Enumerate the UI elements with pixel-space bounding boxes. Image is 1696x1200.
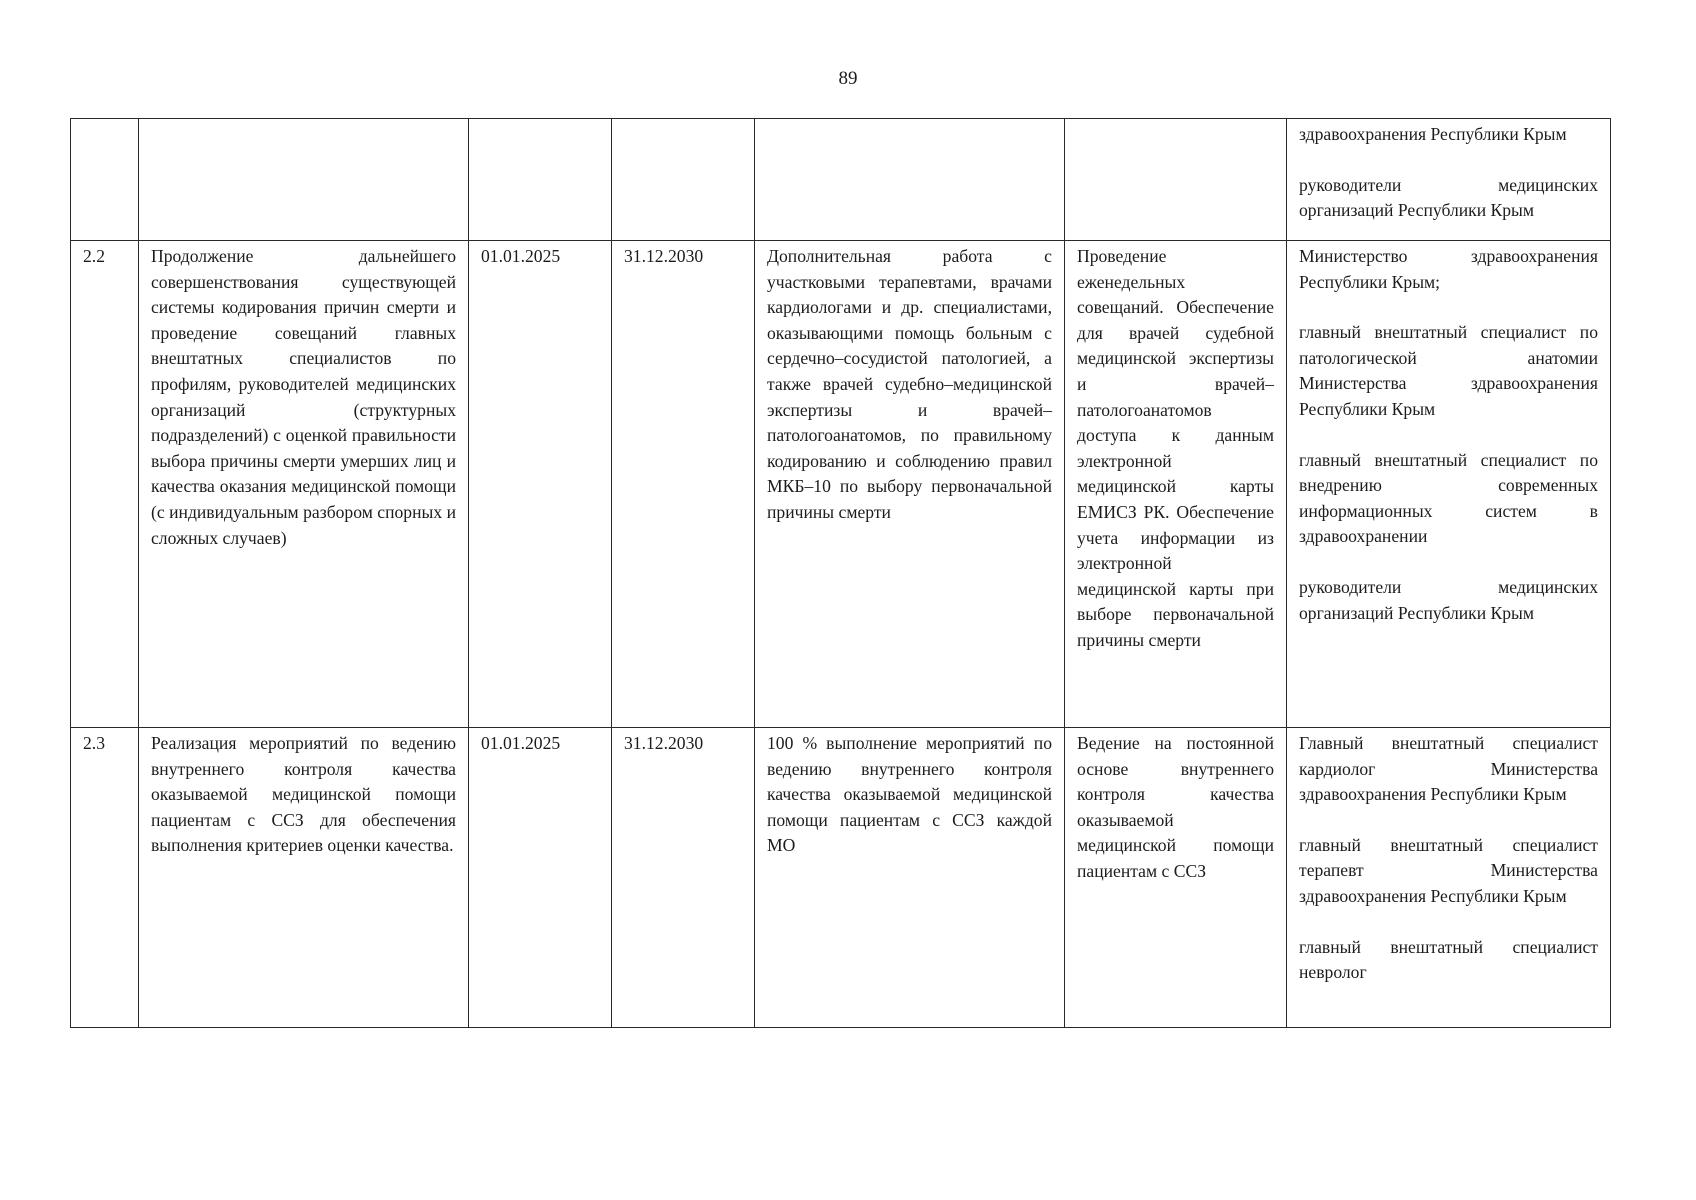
table-row-2-2	[71, 241, 1611, 728]
responsible-item: руководители медицинских организаций Республики Крым	[1299, 174, 1598, 221]
page-number: 89	[838, 68, 858, 89]
table-row-continuation	[71, 119, 1611, 241]
action-plan-table	[70, 118, 1611, 1028]
cell-result	[755, 119, 1065, 241]
cell-result: 100 % выполнение мероприятий по ведению внутреннего контроля качества оказываемой медицинской помощи пациентам с ССЗ каждой МО	[755, 728, 1065, 1028]
cell-start-date	[469, 119, 612, 241]
responsible-item: Министерство здравоохранения Республики Крым;	[1299, 246, 1598, 292]
cell-start-date: 01.01.2025	[469, 241, 612, 728]
responsible-item: руководители медицинских организаций Республики Крым	[1299, 576, 1598, 623]
cell-end-date: 31.12.2030	[612, 728, 755, 1028]
cell-number: 2.2	[71, 241, 139, 728]
cell-number	[71, 119, 139, 241]
responsible-item: главный внештатный специалист по патологической анатомии Министерства здравоохранения Республики Крым	[1299, 322, 1598, 419]
cell-indicator	[1065, 119, 1287, 241]
cell-end-date	[612, 119, 755, 241]
cell-indicator: Ведение на постоянной основе внутреннего контроля качества оказываемой медицинской помощи пациентам с ССЗ	[1065, 728, 1287, 1028]
cell-start-date: 01.01.2025	[469, 728, 612, 1028]
cell-responsible	[1287, 241, 1611, 728]
cell-responsible	[1287, 728, 1611, 1028]
cell-measure: Продолжение дальнейшего совершенствования существующей системы кодирования причин смерти и проведение совещаний главных внештатных специалистов по профилям, руководителей медицинских организаций (структурных подразделений) с оценкой правильности выбора причины смерти умерших лиц и качества оказания медицинской помощи (с индивидуальным разбором спорных и сложных случаев)	[139, 241, 469, 728]
cell-number: 2.3	[71, 728, 139, 1028]
responsible-item: главный внештатный специалист невролог	[1299, 936, 1598, 983]
cell-result: Дополнительная работа с участковыми терапевтами, врачами кардиологами и др. специалистами, оказывающими помощь больным с сердечно–сосудистой патологией, а также врачей судебно–медицинской экспертизы и врачей– патологоанатомов, по правильному кодированию и соблюдению правил МКБ–10 по выбору первоначальной причины смерти	[755, 241, 1065, 728]
cell-end-date: 31.12.2030	[612, 241, 755, 728]
responsible-item: Главный внештатный специалист кардиолог Министерства здравоохранения Республики Крым	[1299, 733, 1598, 805]
cell-measure: Реализация мероприятий по ведению внутреннего контроля качества оказываемой медицинской помощи пациентам с ССЗ для обеспечения выполнения критериев оценки качества.	[139, 728, 469, 1028]
table-row-2-3	[71, 728, 1611, 1028]
responsible-item: главный внештатный специалист терапевт Министерства здравоохранения Республики Крым	[1299, 834, 1598, 906]
responsible-item: здравоохранения Республики Крым	[1299, 124, 1567, 144]
cell-indicator: Проведение еженедельных совещаний. Обеспечение для врачей судебной медицинской экспертизы и врачей–патологоанатомов доступа к данным электронной медицинской карты ЕМИСЗ РК. Обеспечение учета информации из электронной медицинской карты при выборе первоначальной причины смерти	[1065, 241, 1287, 728]
cell-responsible	[1287, 119, 1611, 241]
cell-measure	[139, 119, 469, 241]
responsible-item: главный внештатный специалист по внедрению современных информационных систем в здравоохранении	[1299, 449, 1598, 547]
